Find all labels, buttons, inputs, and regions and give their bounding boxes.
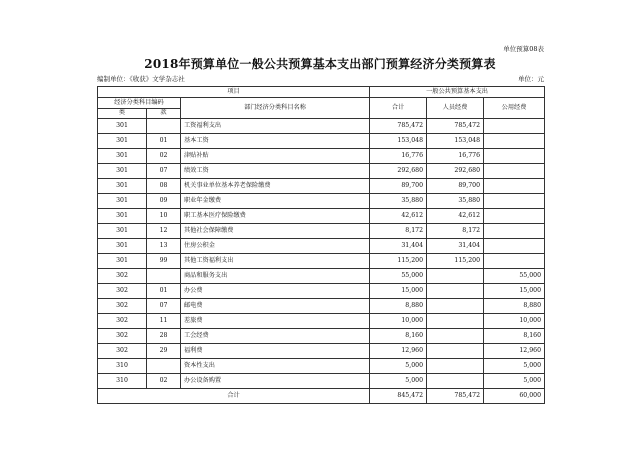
total-cell: 16,776 — [370, 149, 427, 164]
class-header: 类 — [98, 109, 147, 119]
name-cell: 商品和服务支出 — [181, 269, 370, 284]
class-cell: 301 — [98, 179, 147, 194]
section-cell: 02 — [147, 149, 181, 164]
class-cell: 302 — [98, 314, 147, 329]
class-cell: 301 — [98, 149, 147, 164]
table-row — [98, 224, 545, 239]
personnel-cell: 115,200 — [427, 254, 484, 269]
personnel-cell — [427, 359, 484, 374]
personnel-cell — [427, 314, 484, 329]
class-cell: 301 — [98, 164, 147, 179]
grand-total-cell: 845,472 — [370, 389, 427, 404]
public-total-cell: 60,000 — [484, 389, 545, 404]
code-group-header: 经济分类科目编码 — [98, 98, 181, 109]
class-cell: 301 — [98, 239, 147, 254]
name-cell: 绩效工资 — [181, 164, 370, 179]
public-cell — [484, 149, 545, 164]
class-cell: 302 — [98, 284, 147, 299]
public-cell: 8,160 — [484, 329, 545, 344]
total-cell: 12,960 — [370, 344, 427, 359]
personnel-cell: 89,700 — [427, 179, 484, 194]
total-cell: 31,404 — [370, 239, 427, 254]
public-cell: 5,000 — [484, 374, 545, 389]
class-cell: 301 — [98, 224, 147, 239]
table-row — [98, 284, 545, 299]
total-cell: 115,200 — [370, 254, 427, 269]
name-cell: 其他社会保障缴费 — [181, 224, 370, 239]
total-cell: 8,880 — [370, 299, 427, 314]
class-cell: 310 — [98, 374, 147, 389]
public-cell: 5,000 — [484, 359, 545, 374]
section-cell: 02 — [147, 374, 181, 389]
total-header: 合计 — [370, 98, 427, 119]
table-row — [98, 209, 545, 224]
table-row — [98, 359, 545, 374]
name-cell: 职工基本医疗保险缴费 — [181, 209, 370, 224]
section-cell: 12 — [147, 224, 181, 239]
name-cell: 其他工资福利支出 — [181, 254, 370, 269]
personnel-cell: 42,612 — [427, 209, 484, 224]
total-cell: 35,880 — [370, 194, 427, 209]
class-cell: 301 — [98, 254, 147, 269]
name-cell: 办公费 — [181, 284, 370, 299]
section-cell: 13 — [147, 239, 181, 254]
personnel-cell — [427, 299, 484, 314]
total-cell: 15,000 — [370, 284, 427, 299]
personnel-cell: 8,172 — [427, 224, 484, 239]
personnel-cell: 292,680 — [427, 164, 484, 179]
public-cell: 10,000 — [484, 314, 545, 329]
public-cell — [484, 194, 545, 209]
public-cell — [484, 164, 545, 179]
class-cell: 302 — [98, 344, 147, 359]
total-cell: 10,000 — [370, 314, 427, 329]
public-cell — [484, 224, 545, 239]
name-cell: 机关事业单位基本养老保险缴费 — [181, 179, 370, 194]
section-cell: 09 — [147, 194, 181, 209]
table-row — [98, 119, 545, 134]
header-row-1 — [98, 87, 545, 98]
class-cell: 302 — [98, 329, 147, 344]
table-row — [98, 254, 545, 269]
total-label: 合计 — [98, 389, 370, 404]
total-cell: 55,000 — [370, 269, 427, 284]
total-cell: 5,000 — [370, 374, 427, 389]
name-cell: 基本工资 — [181, 134, 370, 149]
total-cell: 89,700 — [370, 179, 427, 194]
name-header: 部门经济分类科目名称 — [181, 98, 370, 119]
class-cell: 302 — [98, 299, 147, 314]
table-row — [98, 194, 545, 209]
total-cell: 153,048 — [370, 134, 427, 149]
public-cell — [484, 179, 545, 194]
public-cell: 8,880 — [484, 299, 545, 314]
table-row — [98, 299, 545, 314]
public-cell — [484, 209, 545, 224]
section-cell: 08 — [147, 179, 181, 194]
name-cell: 津贴补贴 — [181, 149, 370, 164]
public-cell: 15,000 — [484, 284, 545, 299]
personnel-cell — [427, 344, 484, 359]
table-row — [98, 179, 545, 194]
personnel-cell: 31,404 — [427, 239, 484, 254]
table-row — [98, 164, 545, 179]
public-header: 公用经费 — [484, 98, 545, 119]
form-number: 单位预算08表 — [503, 45, 544, 53]
budget-table — [97, 86, 545, 404]
name-cell: 差旅费 — [181, 314, 370, 329]
public-cell — [484, 119, 545, 134]
table-row — [98, 314, 545, 329]
currency-unit: 单位：元 — [518, 75, 544, 83]
name-cell: 福利费 — [181, 344, 370, 359]
class-cell: 301 — [98, 209, 147, 224]
public-cell — [484, 134, 545, 149]
total-cell: 785,472 — [370, 119, 427, 134]
personnel-cell — [427, 269, 484, 284]
table-row — [98, 149, 545, 164]
public-cell: 55,000 — [484, 269, 545, 284]
personnel-cell: 153,048 — [427, 134, 484, 149]
personnel-cell — [427, 329, 484, 344]
name-cell: 邮电费 — [181, 299, 370, 314]
total-cell: 292,680 — [370, 164, 427, 179]
total-cell: 5,000 — [370, 359, 427, 374]
class-cell: 301 — [98, 194, 147, 209]
class-cell: 310 — [98, 359, 147, 374]
section-cell: 29 — [147, 344, 181, 359]
name-cell: 资本性支出 — [181, 359, 370, 374]
public-cell: 12,960 — [484, 344, 545, 359]
section-cell: 01 — [147, 134, 181, 149]
personnel-cell — [427, 284, 484, 299]
class-cell: 301 — [98, 119, 147, 134]
personnel-cell: 35,880 — [427, 194, 484, 209]
personnel-cell: 16,776 — [427, 149, 484, 164]
table-row — [98, 344, 545, 359]
table-row — [98, 374, 545, 389]
class-cell: 301 — [98, 134, 147, 149]
personnel-header: 人员经费 — [427, 98, 484, 119]
total-cell: 8,160 — [370, 329, 427, 344]
personnel-cell — [427, 374, 484, 389]
section-cell: 99 — [147, 254, 181, 269]
section-cell — [147, 269, 181, 284]
page-title: 2018年预算单位一般公共预算基本支出部门预算经济分类预算表 — [144, 57, 496, 71]
section-cell: 11 — [147, 314, 181, 329]
name-cell: 住房公积金 — [181, 239, 370, 254]
public-cell — [484, 239, 545, 254]
total-row — [98, 389, 545, 404]
class-cell: 302 — [98, 269, 147, 284]
section-cell: 28 — [147, 329, 181, 344]
name-cell: 职业年金缴费 — [181, 194, 370, 209]
name-cell: 工资福利支出 — [181, 119, 370, 134]
personnel-cell: 785,472 — [427, 119, 484, 134]
section-cell: 10 — [147, 209, 181, 224]
name-cell: 办公设备购置 — [181, 374, 370, 389]
section-cell — [147, 119, 181, 134]
table-row — [98, 134, 545, 149]
section-header: 款 — [147, 109, 181, 119]
table-row — [98, 239, 545, 254]
name-cell: 工会经费 — [181, 329, 370, 344]
table-row — [98, 329, 545, 344]
section-cell: 07 — [147, 299, 181, 314]
project-header: 项目 — [98, 87, 370, 98]
section-cell — [147, 359, 181, 374]
total-cell: 8,172 — [370, 224, 427, 239]
section-cell: 01 — [147, 284, 181, 299]
table-row — [98, 269, 545, 284]
header-row-2 — [98, 98, 545, 109]
section-cell: 07 — [147, 164, 181, 179]
basic-expenditure-header: 一般公共预算基本支出 — [370, 87, 545, 98]
total-cell: 42,612 — [370, 209, 427, 224]
personnel-total-cell: 785,472 — [427, 389, 484, 404]
compiling-unit: 编制单位：《收获》文学杂志社 — [97, 75, 185, 83]
public-cell — [484, 254, 545, 269]
